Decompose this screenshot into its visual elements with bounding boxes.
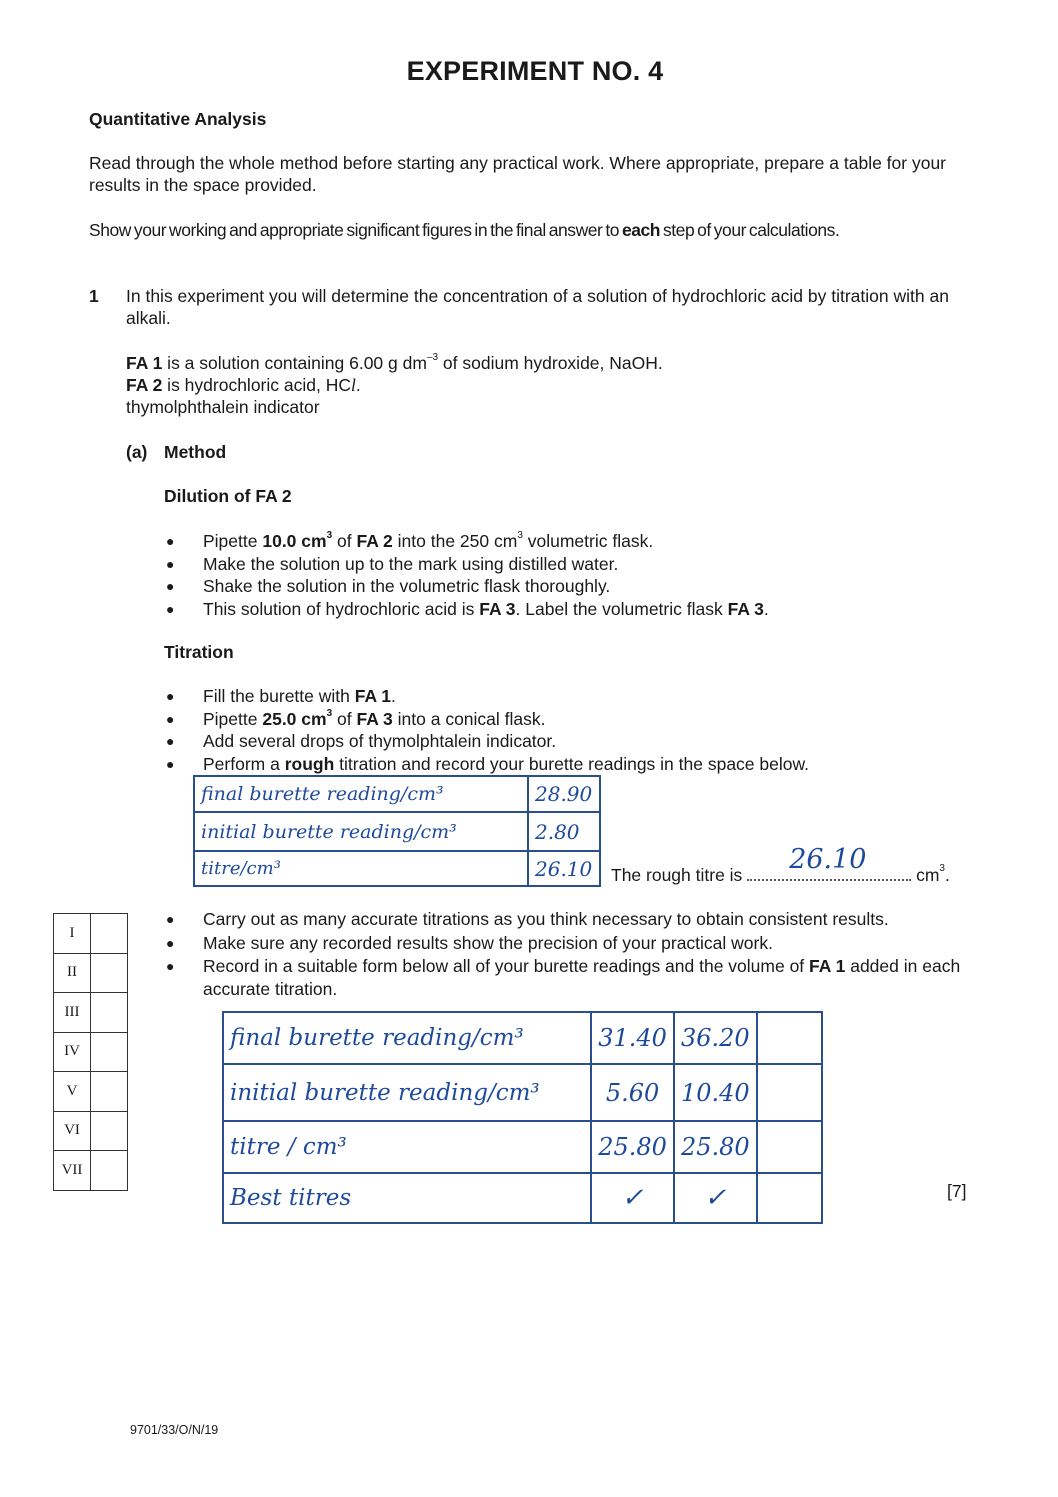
table-cell: final burette reading/cm³ — [194, 776, 528, 812]
table-cell — [757, 1173, 822, 1223]
table-cell — [757, 1121, 822, 1173]
list-item: ● Add several drops of thymolphtalein indicator. — [166, 731, 557, 751]
accurate-titration-steps — [166, 908, 976, 1000]
table-row — [223, 1064, 822, 1121]
mark-box — [91, 993, 128, 1033]
table-row — [223, 1173, 822, 1223]
titration-heading: Titration — [164, 642, 234, 662]
table-cell: initial burette reading/cm³ — [194, 812, 528, 851]
table-cell: 36.20 — [674, 1012, 757, 1064]
check-mark: ✓ — [591, 1173, 674, 1223]
list-item: ● Record in a suitable form below all of your burette readings and the volume of FA 1 added in each accurate titration. — [166, 956, 961, 999]
table-row — [194, 812, 600, 851]
list-item: ● Make sure any recorded results show the precision of your practical work. — [166, 932, 773, 953]
list-item: ● Pipette 10.0 $cm^3$ of FA 2 into the 250 $cm^3$ volumetric flask. — [166, 530, 654, 551]
table-cell: 25.80 — [674, 1121, 757, 1173]
list-item: ● Pipette 25.0 $cm^3$ of FA 3 into a conical flask. — [166, 707, 546, 729]
list-item: ● Carry out as many accurate titrations as you think necessary to obtain consistent results. — [166, 909, 889, 929]
table-cell: 25.80 — [591, 1121, 674, 1173]
check-mark: ✓ — [674, 1173, 757, 1223]
table-row: VII — [54, 1151, 128, 1191]
mark-box — [91, 1072, 128, 1112]
question-number: 1 — [89, 286, 99, 306]
table-row — [194, 851, 600, 886]
rough-titre-value: 26.10 — [789, 844, 867, 875]
table-cell — [757, 1012, 822, 1064]
table-cell: titre / cm³ — [223, 1121, 591, 1173]
marks-grid — [53, 913, 128, 1191]
question-text: In this experiment you will determine the concentration of a solution of hydrochloric acid by titration with an alkali. — [126, 286, 949, 328]
mark-box — [91, 914, 128, 954]
table-cell: titre/cm³ — [194, 851, 528, 886]
table-row — [223, 1012, 822, 1064]
table-row: V — [54, 1072, 128, 1112]
list-item: ● Make the solution up to the mark using distilled water. — [166, 553, 619, 574]
table-row: II — [54, 953, 128, 993]
list-item: ● Fill the burette with FA 1. — [166, 686, 396, 706]
marks-label: [7] — [947, 1181, 967, 1201]
table-cell — [757, 1064, 822, 1121]
accurate-titration-table — [222, 1011, 823, 1224]
rough-titration-table — [193, 775, 601, 887]
mark-box — [91, 1032, 128, 1072]
part-a-label: (a) — [126, 442, 148, 462]
table-cell: initial burette reading/cm³ — [223, 1064, 591, 1121]
rough-titre-line: The rough titre is 26.10 $cm^3$. — [611, 844, 950, 885]
fa1-line: FA 1 is a solution containing 6.00 g $dm^{-3}$ of sodium hydroxide, NaOH. — [126, 352, 663, 373]
list-item: ● Shake the solution in the volumetric flask thoroughly. — [166, 576, 611, 596]
fa2-line: FA 2 is hydrochloric acid, HCl. — [126, 375, 361, 395]
table-cell: Best titres — [223, 1173, 591, 1223]
list-item: ● This solution of hydrochloric acid is FA 3. Label the volumetric flask FA 3. — [166, 598, 769, 619]
intro-paragraph-2: Show your working and appropriate significant figures in the final answer to each step of your calculations. — [89, 220, 840, 240]
dilution-steps — [166, 530, 986, 620]
table-row: III — [54, 993, 128, 1033]
table-row — [223, 1121, 822, 1173]
indicator-line: thymolphthalein indicator — [126, 397, 320, 417]
mark-box — [91, 953, 128, 993]
table-cell: final burette reading/cm³ — [223, 1012, 591, 1064]
table-cell: 10.40 — [674, 1064, 757, 1121]
footer-code: 9701/33/O/N/19 — [130, 1423, 219, 1437]
table-row: VI — [54, 1111, 128, 1151]
table-row: IV — [54, 1032, 128, 1072]
section-heading: Quantitative Analysis — [89, 109, 267, 129]
titration-steps — [166, 685, 986, 775]
table-row: I — [54, 914, 128, 954]
table-cell: 5.60 — [591, 1064, 674, 1121]
table-row — [194, 776, 600, 812]
table-cell: 31.40 — [591, 1012, 674, 1064]
mark-box — [91, 1151, 128, 1191]
list-item: ● Perform a rough titration and record your burette readings in the space below. — [166, 753, 810, 774]
page-title: EXPERIMENT NO. 4 — [406, 56, 664, 86]
table-cell: 2.80 — [528, 812, 600, 851]
intro-paragraph-1: Read through the whole method before starting any practical work. Where appropriate, prepare a table for your results in the space provided. — [89, 153, 947, 195]
table-cell: 28.90 — [528, 776, 600, 812]
dilution-heading: Dilution of FA 2 — [164, 486, 292, 506]
answer-line — [747, 844, 911, 881]
part-a-title: Method — [164, 442, 227, 462]
table-cell: 26.10 — [528, 851, 600, 886]
mark-box — [91, 1111, 128, 1151]
